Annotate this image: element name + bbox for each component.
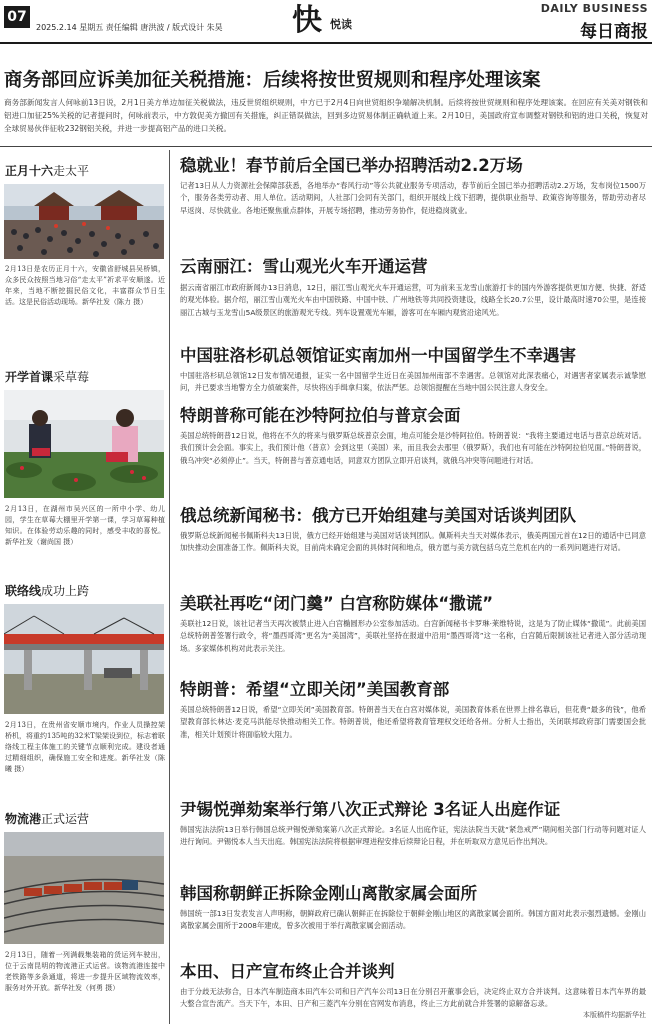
article-body: 记者13日从人力资源社会保障部获悉，各地举办“春风行动”等公共就业服务专项活动，春节前后全国已举办招聘活动2.2万场，发布岗位1500万个，服务各类劳动者、用人单位。活动期间，人社部门会同有关部门，组织开展线上线下招聘，提供职业指导、政策咨询等服务，帮助劳动者尽早返岗、尽快就业。各地还聚焦重点群体，开展专场招聘，推动劳务协作，促进稳岗就业。 — [180, 181, 646, 215]
article-body: 韩国统一部13日发表发言人声明称，朝鲜政府已确认朝鲜正在拆除位于朝鲜金刚山地区的离散家属会面所。韩国方面对此表示强烈遗憾。金刚山离散家属会面所于2008年建成，曾多次被用于举行离散家属会面活动。 — [180, 909, 646, 931]
article-title: 本田、日产宣布终止合并谈判 — [180, 962, 395, 981]
article-body: 中国驻洛杉矶总领馆12日发布情况通报，证实一名中国留学生近日在美国加州南部不幸遇害。总领馆对此深表痛心，对遇害者家属表示诚挚慰问，并已要求当地警方全力侦破案件，尽快将凶手缉拿归案，依法严惩。总领馆提醒在当地中国公民注意人身安全。 — [180, 371, 646, 393]
article-body: 美国总统特朗普12日说，他将在不久的将来与俄罗斯总统普京会面，地点可能会是沙特阿拉伯。特朗普说：“我将主要通过电话与普京总统对话。我们预计会会面。事实上，我们预计他（普京）会到这里（美国）来，而且我会去那里（俄罗斯），我们也有可能在沙特阿拉伯见面。”特朗普说，俄乌冲突“必须停止”。当天，特朗普与普京通电话，同意双方团队立即开启谈判，就俄乌冲突等问题进行对话。 — [180, 431, 646, 465]
brand-english: DAILY BUSINESS — [540, 2, 648, 15]
top-story-title: 商务部回应诉美加征关税措施：后续将按世贸规则和程序处理该案 — [4, 70, 541, 91]
article-title: 云南丽江：雪山观光火车开通运营 — [180, 257, 428, 276]
logistics-port-photo — [4, 832, 164, 944]
section-name: 悦读 — [330, 18, 352, 31]
sidebar-title: 正月十六走太平 — [5, 164, 90, 178]
photo-caption: 2月13日，随着一列满载集装箱的货运列车驶出，位于云南昆明的物流港正式运营。该物流港连接中老铁路等多条通道，将进一步提升区域物流效率，服务对外开放。新华社发（何勇 摄） — [5, 951, 165, 992]
article-title: 中国驻洛杉矶总领馆证实南加州一中国留学生不幸遇害 — [180, 346, 576, 365]
sidebar-title: 物流港正式运营 — [5, 812, 90, 826]
photo-sidebar — [0, 150, 170, 1024]
divider — [0, 146, 652, 147]
article-title: 特朗普称可能在沙特阿拉伯与普京会面 — [180, 406, 461, 425]
photo-caption: 2月13日，在贵州省安顺市境内，作业人员操控架桥机，将重约135吨的32米T梁架设到位，标志着联络线工程主体施工的关键节点顺利完成。建设者通过精细组织，确保施工安全和进度。新华社发（陈曦 摄） — [5, 721, 165, 773]
brand-chinese: 每日商报 — [580, 22, 648, 42]
top-story-body: 商务部新闻发言人何咏前13日说，2月1日美方单边加征关税做法，违反世贸组织规则，中方已于2月4日向世贸组织争端解决机制。后续将按世贸规则和程序处理该案。在回应有关美对钢铁和铝进口加征25%关税的记者提问时，何咏前表示，中方敦促美方撤回有关措施，纠正错误做法，回到多边贸易体制正确轨道上来。2月10日，美国政府宣布调整对钢铁和铝的进口关税，恢复对全球贸易伙伴征收232钢铝关税，并进一步提高铝产品的进口关税。 — [4, 98, 648, 133]
photo-caption: 2月13日是农历正月十六，安徽省舒城县吴桥镇，众多民众按照当地习俗“走太平”祈求平安顺遂。近年来，当地不断挖掘民俗文化，丰富群众节日生活。这是民俗活动现场。新华社发（陈力 摄） — [5, 265, 165, 306]
footer-note: 本版稿件均据新华社 — [583, 1011, 646, 1019]
article-title: 韩国称朝鲜正拆除金刚山离散家属会面所 — [180, 884, 477, 903]
article-title: 特朗普：希望“立即关闭”美国教育部 — [180, 680, 450, 699]
sidebar-title: 开学首课采草莓 — [5, 370, 90, 384]
article-body: 由于分歧无法弥合，日本汽车制造商本田汽车公司和日产汽车公司13日在分别召开董事会后，决定终止双方合并谈判。这意味着日本汽车界的最大整合宣告流产。当天下午，本田、日产和三菱汽车分别在官网发布消息，终止三方此前就合并签署的谅解备忘录。 — [180, 987, 646, 1009]
issue-meta: 2025.2.14 星期五 责任编辑 唐洪波 / 版式设计 朱昊 — [36, 23, 223, 32]
article-body: 俄罗斯总统新闻秘书佩斯科夫13日说，俄方已经开始组建与美国对话谈判团队。佩斯科夫当天对媒体表示，俄美两国元首在12日的通话中已同意加快推动会面准备工作。佩斯科夫说，目前尚未确定会面的具体时间和地点，俄方愿与美方就包括乌克兰危机在内的一系列问题进行对话。 — [180, 531, 646, 553]
article-body: 据云南省丽江市政府新闻办13日消息，12日，丽江雪山观光火车开通运营，可为前来玉龙雪山旅游打卡的国内外游客提供更加方便、快捷、舒适的观光体验。据介绍，丽江雪山观光火车由中国铁路、中国中铁、广州地铁等共同投资建设，线路全长20.7公里，设计最高时速70公里，是连接丽江古城与玉龙雪山5A级景区的旅游观光专线。列车设置观光车厢，游客可在车厢内观赏沿途风光。 — [180, 283, 646, 317]
article-body: 美国总统特朗普12日说，希望“立即关闭”美国教育部。特朗普当天在白宫对媒体说，美国教育体系在世界上排名靠后，但花费“最多的钱”，他希望教育部长林达·麦克马洪能尽快推动相关工作。特朗普说，他还希望将教育管理权交还给各州。分析人士指出，关闭联邦政府部门需要国会批准，相关计划预计将面临较大阻力。 — [180, 705, 646, 739]
photo-caption: 2月13日，在湖州市吴兴区的一所中小学、幼儿园，学生在草莓大棚里开学第一课，学习草莓种植知识。在体验劳动乐趣的同时，感受丰收的喜悦。新华社发（谢尚国 摄） — [5, 505, 165, 546]
article-title: 尹锡悦弹劾案举行第八次正式辩论 3名证人出庭作证 — [180, 800, 561, 819]
article-body: 韩国宪法法院13日举行韩国总统尹锡悦弹劾案第八次正式辩论。3名证人出庭作证，宪法法院当天就“紧急戒严”期间相关部门行动等问题对证人进行询问。尹锡悦本人当天出庭。韩国宪法法院将根据审理进程安排后续辩论日程，并在听取双方意见后作出判决。 — [180, 825, 646, 847]
article-title: 俄总统新闻秘书：俄方已开始组建与美国对话谈判团队 — [180, 506, 576, 525]
page-header — [0, 0, 652, 44]
article-body: 美联社12日说，该社记者当天再次被禁止进入白宫椭圆形办公室参加活动。白宫新闻秘书卡罗琳·莱维特说，这是为了防止媒体“撒谎”。此前美国总统特朗普签署行政令，将“墨西哥湾”更名为“美国湾”，美联社坚持在报道中沿用“墨西哥湾”这一名称，白宫随后限制该社记者进入部分活动现场。多家媒体机构对此表示关注。 — [180, 619, 646, 653]
lantern-festival-photo — [4, 184, 164, 259]
page-number: 07 — [4, 6, 30, 28]
sidebar-title: 联络线成功上跨 — [5, 584, 90, 598]
article-title: 美联社再吃“闭门羹” 白宫称防媒体“撒谎” — [180, 594, 494, 613]
strawberry-picking-photo — [4, 390, 164, 498]
railway-bridge-photo — [4, 604, 164, 714]
article-title: 稳就业！春节前后全国已举办招聘活动2.2万场 — [180, 156, 523, 175]
section-char: 快 — [292, 3, 322, 38]
